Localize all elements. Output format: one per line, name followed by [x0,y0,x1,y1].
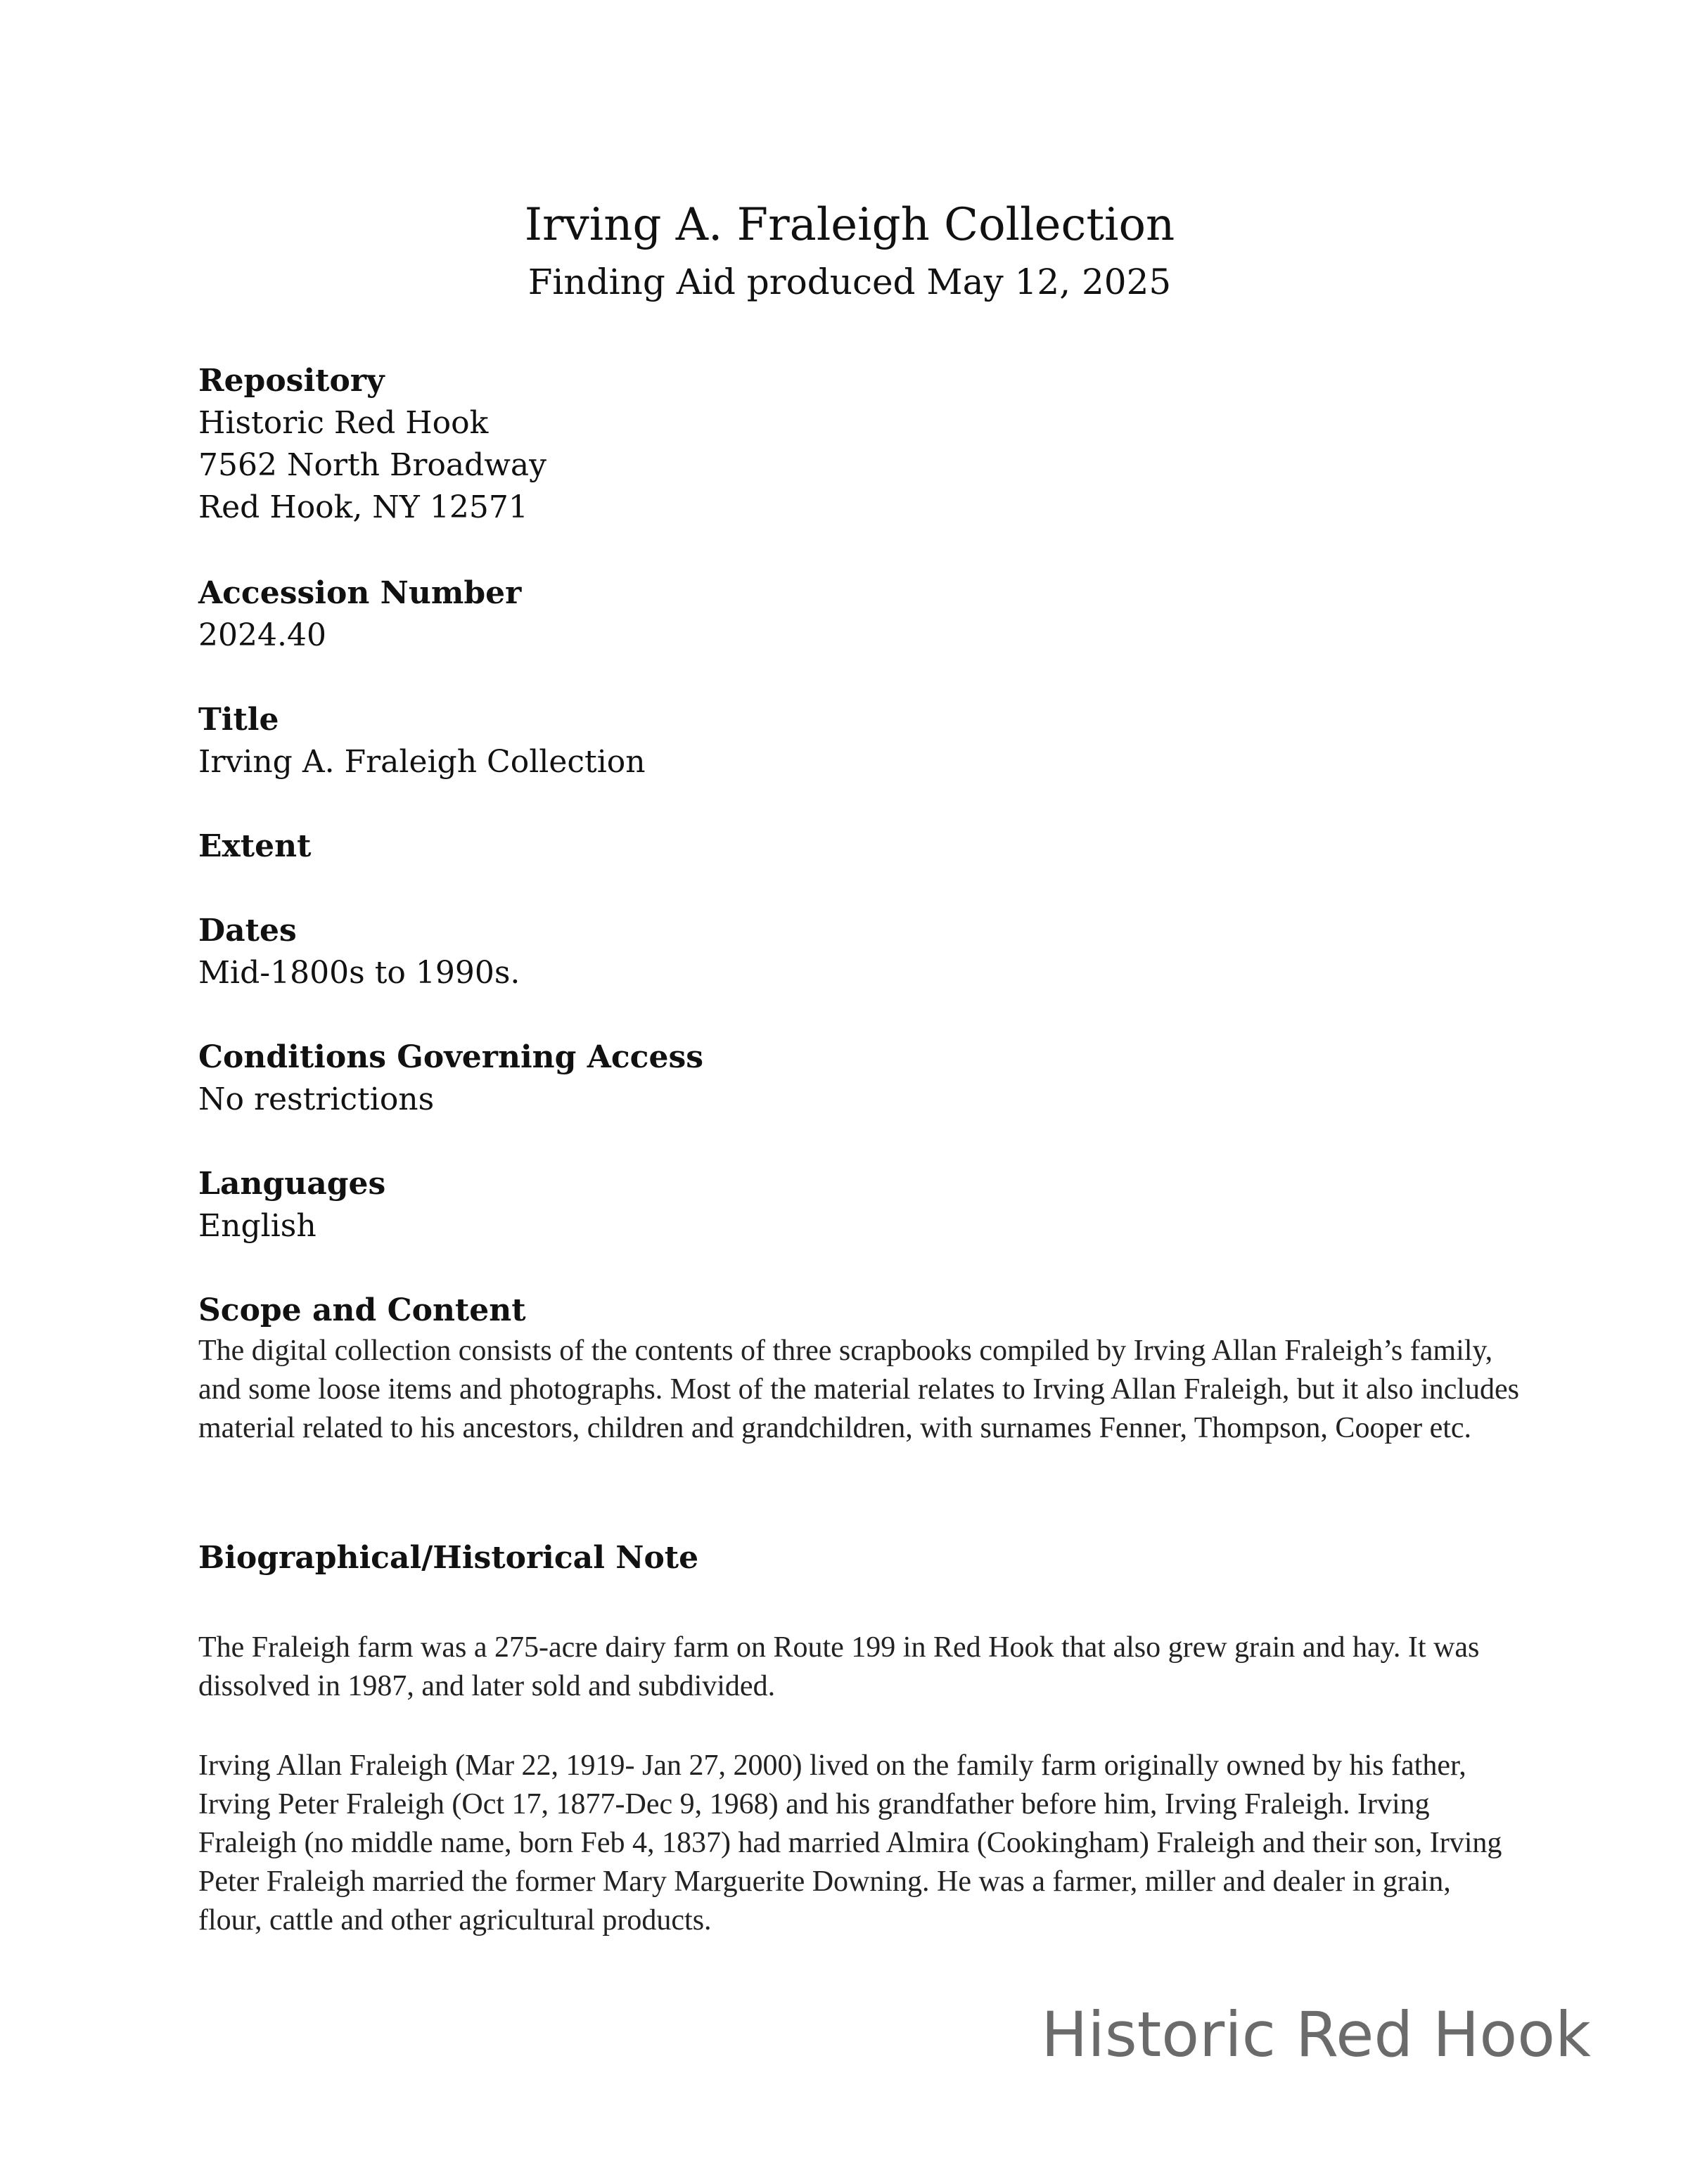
languages-section [198,1163,1521,1247]
biography-paragraph-2-block [198,1747,1521,1940]
biography-section [198,1537,1521,1579]
repository-city: Red Hook, NY 12571 [198,489,528,525]
scope-section [198,1290,1521,1448]
dates-section [198,910,1521,994]
extent-section [198,826,1521,868]
biography-paragraph-1-block [198,1629,1521,1706]
accession-value: 2024.40 [198,617,326,653]
languages-heading: Languages [198,1166,386,1202]
extent-heading: Extent [198,828,312,864]
biography-paragraph-2: Irving Allan Fraleigh (Mar 22, 1919- Jan 27, 2000) lived on the family farm originally owned by his father, Irving Peter Fraleigh (Oct 17, 1877-Dec 9, 1968) and his grandfather before him, Irving Fraleigh. Irving Fraleigh (no middle name, born Feb 4, 1837) had married Almira (Cookingham) Fraleigh and their son, Irving Peter Fraleigh married the former Mary Marguerite Downing. He was a farmer, miller and dealer in grain, flour, cattle and other agricultural products. [198,1749,1502,1936]
repository-name: Historic Red Hook [198,405,489,441]
repository-heading: Repository [198,363,385,399]
access-section [198,1036,1521,1121]
repository-street: 7562 North Broadway [198,447,546,483]
scope-text: The digital collection consists of the contents of three scrapbooks compiled by Irving Allan Fraleigh’s family, and some loose items and photographs. Most of the material relates to Irving Allan Fraleigh, but it also includes material related to his ancestors, children and grandchildren, with surnames Fenner, Thompson, Cooper etc. [198,1335,1519,1444]
access-heading: Conditions Governing Access [198,1039,704,1075]
dates-value: Mid-1800s to 1990s. [198,955,520,991]
biography-heading: Biographical/Historical Note [198,1540,699,1576]
title-heading: Title [198,702,279,738]
scope-heading: Scope and Content [198,1292,526,1328]
historic-red-hook-watermark: Historic Red Hook [1041,1998,1591,2071]
document-subtitle: Finding Aid produced May 12, 2025 [528,262,1172,302]
title-section [198,699,1521,783]
accession-section [198,572,1521,657]
document-title: Irving A. Fraleigh Collection [524,199,1175,251]
repository-section [198,360,1521,529]
dates-heading: Dates [198,913,297,949]
title-value: Irving A. Fraleigh Collection [198,744,646,780]
languages-value: English [198,1208,316,1244]
biography-paragraph-1: The Fraleigh farm was a 275-acre dairy farm on Route 199 in Red Hook that also grew grain and hay. It was dissolved in 1987, and later sold and subdivided. [198,1631,1480,1702]
accession-heading: Accession Number [198,575,522,611]
access-value: No restrictions [198,1081,435,1117]
